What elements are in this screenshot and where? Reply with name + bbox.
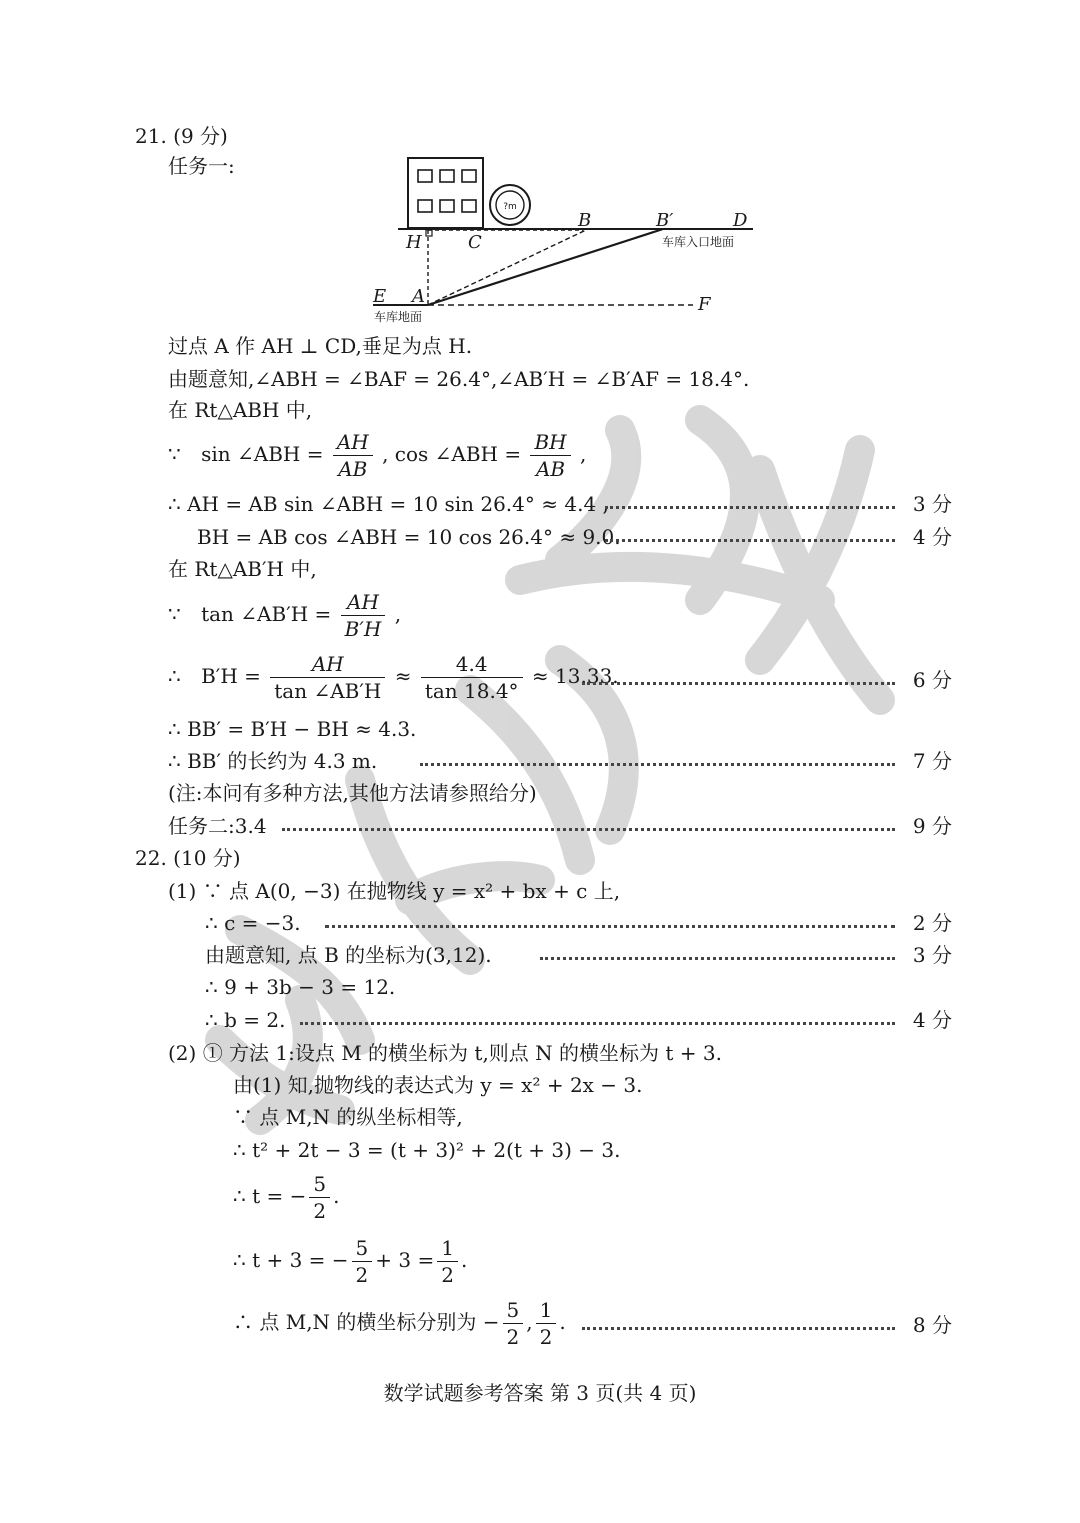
building-windows (418, 170, 476, 212)
points-3b: 3 分 (912, 943, 952, 967)
label-d: D (733, 210, 748, 231)
leader-dots (420, 763, 895, 766)
q22-p2-line1: (2) ① 方法 1:设点 M 的横坐标为 t,则点 N 的横坐标为 t + 3. (168, 1041, 722, 1065)
q22-p2-line7: ∴ 点 M,N 的横坐标分别为 − $\frac{5}{2}$ , $\frac{1}{2}$ . (233, 1298, 566, 1349)
fraction-5-2: $\frac{5}{2}$ (503, 1298, 524, 1349)
points-7: 7 分 (912, 749, 952, 773)
points-8: 8 分 (912, 1313, 952, 1337)
points-4b: 4 分 (912, 1008, 952, 1032)
fraction-5-2: $\frac{5}{2}$ (309, 1172, 330, 1223)
q22-header: 22. (10 分) (135, 846, 241, 870)
fraction-1-2: $\frac{1}{2}$ (437, 1236, 458, 1287)
q21-line11: ∴ BB′ 的长约为 4.3 m. (168, 749, 378, 773)
fraction-1-2: $\frac{1}{2}$ (536, 1298, 557, 1349)
fraction-5-2: $\frac{5}{2}$ (352, 1236, 373, 1287)
label-e: E (373, 286, 387, 307)
q21-header: 21. (9 分) (135, 124, 228, 148)
q21-line7: 在 Rt△AB′H 中, (168, 557, 317, 581)
q22-p1-line4: ∴ 9 + 3b − 3 = 12. (205, 975, 396, 999)
label-b: B (578, 210, 592, 231)
points-9: 9 分 (912, 814, 952, 838)
q22-p2-line4: ∴ t² + 2t − 3 = (t + 3)² + 2(t + 3) − 3. (233, 1138, 621, 1162)
line-ab-prime (428, 229, 663, 305)
label-a: A (412, 286, 425, 307)
leader-dots (325, 925, 895, 928)
leader-dots (300, 1022, 895, 1025)
q21-note: (注:本问有多种方法,其他方法请参照给分) (168, 781, 537, 805)
leader-dots (282, 828, 895, 831)
page-footer: 数学试题参考答案 第 3 页(共 4 页) (383, 1381, 697, 1405)
label-b-prime: B′ (656, 210, 674, 231)
building-shape (408, 158, 483, 228)
leader-dots (540, 957, 895, 960)
q22-p1-line1: (1) ∵ 点 A(0, −3) 在抛物线 y = x² + bx + c 上, (168, 879, 621, 903)
q21-line2: 由题意知,∠ABH = ∠BAF = 26.4°,∠AB′H = ∠B′AF = 18.4°. (168, 367, 750, 391)
q22-p2-line2: 由(1) 知,抛物线的表达式为 y = x² + 2x − 3. (233, 1073, 643, 1097)
points-6: 6 分 (912, 668, 952, 692)
fraction-ah-bh: $\frac{AH}{B'H}$ (341, 590, 386, 641)
points-3: 3 分 (912, 492, 952, 516)
q21-line6: BH = AB cos ∠ABH = 10 cos 26.4° ≈ 9.0. (197, 525, 621, 549)
right-angle-marker (426, 230, 432, 236)
fraction-ah-tan: $\frac{AH}{\tan \angle AB'H}$ (270, 652, 385, 703)
leader-dots (605, 506, 895, 509)
q22-p2-line6: ∴ t + 3 = − $\frac{5}{2}$ + 3 = $\frac{1}{2}$ . (233, 1236, 468, 1287)
points-4: 4 分 (912, 525, 952, 549)
line-ab (428, 230, 586, 305)
leader-dots (582, 682, 895, 685)
q21-task1-label: 任务一: (168, 154, 235, 178)
points-2: 2 分 (912, 911, 952, 935)
q21-line9: ∴ B′H = $\frac{AH}{\tan \angle AB'H}$ ≈ $\frac{4.4}{\tan 18.4^\circ}$ ≈ 13.33. (168, 652, 619, 703)
q21-line10: ∴ BB′ = B′H − BH ≈ 4.3. (168, 717, 417, 741)
label-h: H (406, 232, 422, 253)
entrance-ground-label: 车库入口地面 (662, 235, 735, 249)
fraction-44-tan: $\frac{4.4}{\tan 18.4^\circ}$ (421, 652, 523, 703)
sign-text: ?m (503, 202, 517, 212)
q21-line5: ∴ AH = AB sin ∠ABH = 10 sin 26.4° ≈ 4.4 , (168, 492, 609, 516)
garage-ground-label: 车库地面 (374, 310, 423, 324)
q21-line1: 过点 A 作 AH ⊥ CD,垂足为点 H. (168, 334, 473, 358)
q22-p1-line3: 由题意知, 点 B 的坐标为(3,12). (205, 943, 492, 967)
q21-line4: ∵ sin ∠ABH = $\frac{AH}{AB}$ , cos ∠ABH = $\frac{BH}{AB}$ , (168, 430, 587, 481)
label-f: F (698, 294, 711, 315)
q21-task2: 任务二:3.4 (168, 814, 267, 838)
leader-dots (605, 539, 895, 542)
q22-p1-line2: ∴ c = −3. (205, 911, 301, 935)
q22-p2-line3: ∵ 点 M,N 的纵坐标相等, (233, 1105, 463, 1129)
q22-p1-line5: ∴ b = 2. (205, 1008, 286, 1032)
q21-line3: 在 Rt△ABH 中, (168, 398, 313, 422)
leader-dots (582, 1327, 895, 1330)
fraction-ah-ab: $\frac{AH}{AB}$ (333, 430, 373, 481)
fraction-bh-ab: $\frac{BH}{AB}$ (530, 430, 570, 481)
garage-ramp-figure (368, 150, 768, 325)
label-c: C (468, 232, 482, 253)
q22-p2-line5: ∴ t = − $\frac{5}{2}$ . (233, 1172, 340, 1223)
q21-line8: ∵ tan ∠AB′H = $\frac{AH}{B'H}$ , (168, 590, 402, 641)
